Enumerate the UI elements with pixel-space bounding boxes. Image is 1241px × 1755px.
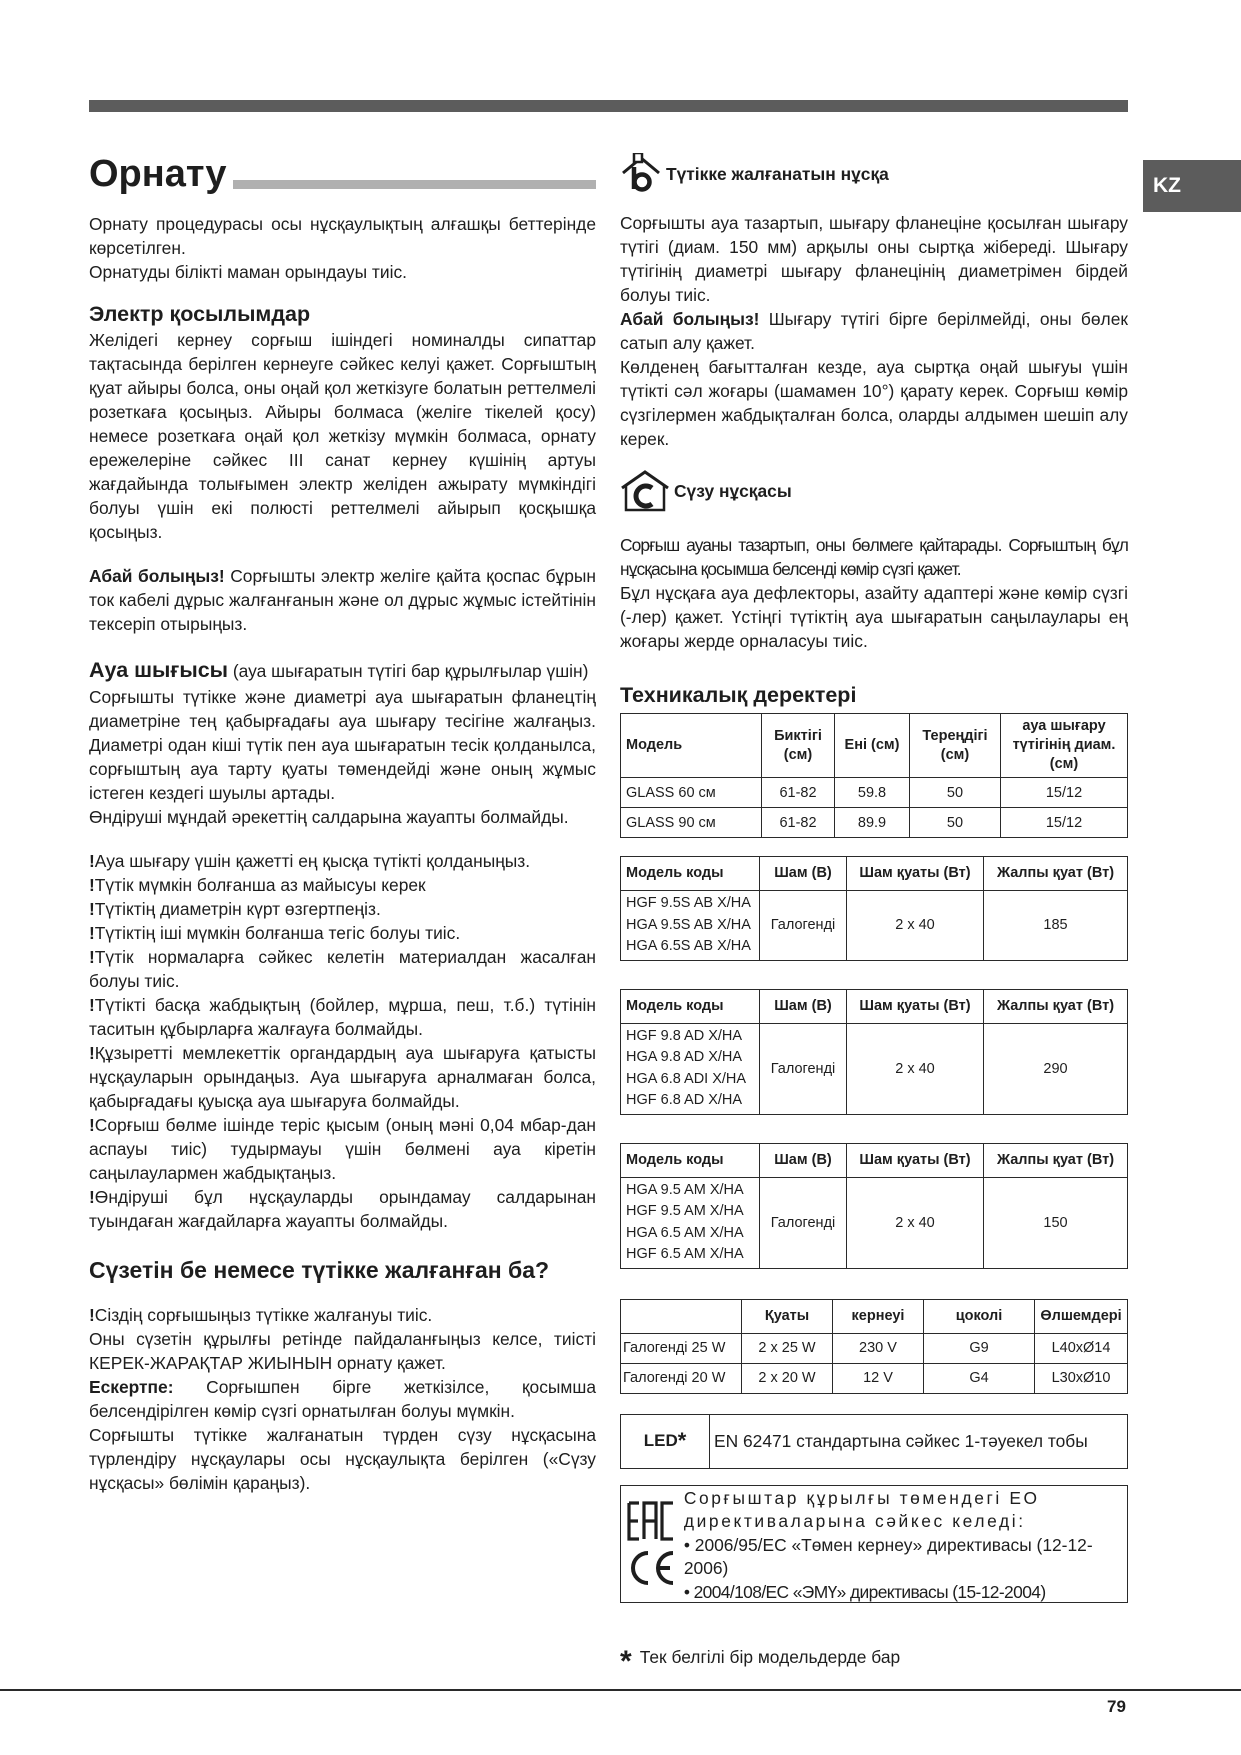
filter-question-heading: Сүзетін бе немесе түтікке жалғанған ба? (89, 1257, 550, 1283)
footnote (620, 1644, 901, 1678)
models-table-2: Модель коды Шам (В) Шам қуаты (Вт) Жалпы қуат (Вт) HGF 9.8 AD X/HA HGA 9.8 AD X/HA HGA 6.8 ADI X/HA HGF 6.8 AD X/HA Галогенді 2 x 40 290 (620, 989, 1128, 1115)
right-column (620, 150, 1128, 1603)
filter-q-line-1: !Сіздің сорғышыңыз түтікке жалғануы тиіс. (89, 1305, 433, 1325)
tech-heading: Техникалық деректері (620, 683, 857, 707)
air-item: !Түтіктің диаметрін күрт өзгертпеңіз. (89, 899, 381, 919)
cert-marks (621, 1486, 684, 1602)
intro-line-2: Орнатуды білікті маман орындауы тиіс. (89, 262, 408, 282)
air-item: !Түтікті басқа жабдықтың (бойлер, мұрша, пеш, т.б.) түтінін таситын құбырларға жалғауға болмайды. (89, 995, 596, 1039)
table-row: HGA 9.5 AM X/HA HGF 9.5 AM X/HA HGA 6.5 AM X/HA HGF 6.5 AM X/HA Галогенді 2 x 40 150 (621, 1177, 1128, 1268)
air-p2: Өндіруші мұндай әрекеттің салдарына жауапты болмайды. (89, 807, 569, 827)
air-item: !Құзыретті мемлекеттік органдардың ауа шығаруға қатысты нұсқауларын орындаңыз. Ауа шығаруға арналмаған болса, қабырғадағы қуысқа ауа шығаруға болмайды. (89, 1043, 596, 1111)
top-rule (89, 100, 1128, 112)
footnote-star: * (620, 1644, 632, 1678)
table-row: HGF 9.5S AB X/HA HGA 9.5S AB X/HA HGA 6.5S AB X/HA Галогенді 2 x 40 185 (621, 891, 1128, 961)
certification-box (620, 1485, 1128, 1603)
table-row: Галогенді 20 W 2 x 20 W 12 V G4 L30xØ10 (621, 1363, 1128, 1393)
filter-q-line-3: Сорғышты түтікке жалғанатын түрден сүзу нұсқасына түрлендіру нұсқаулары осы нұсқаулықта берілген («Сүзу нұсқасы» бөлімін қараңыз). (89, 1425, 596, 1493)
filter-q-line-2: Оны сүзетін құрылғы ретінде пайдаланғыңыз келсе, тиісті КЕРЕК-ЖАРАҚТАР ЖИЫНЫН орнату қажет. (89, 1329, 596, 1373)
filter-p1: Сорғыш ауаны тазартып, оны бөлмеге қайтарады. Сорғыштың бұл нұсқасына қосымша белсенді көмір сүзгі қажет. (620, 535, 1128, 579)
filter-p2: Бұл нұсқаға ауа дефлекторы, азайту адаптері және көмір сүзгі (-лер) қажет. Үстіңгі түтіктің ауа шығаратын саңылаулары ең жоғары жерде орналасуы тиіс. (620, 583, 1128, 651)
house-duct-icon (620, 153, 662, 195)
footnote-text: Тек белгілі бір модельдерде бар (639, 1647, 901, 1667)
table-row: HGF 9.8 AD X/HA HGA 9.8 AD X/HA HGA 6.8 ADI X/HA HGF 6.8 AD X/HA Галогенді 2 x 40 290 (621, 1023, 1128, 1114)
left-column (89, 150, 596, 1495)
air-heading: Ауа шығысы (ауа шығаратын түтігі бар құрылғылар үшін) (89, 658, 589, 682)
cert-text: Сорғыштар құрылғы төмендегі ЕО директиваларына сәйкес келеді: • 2006/95/EC «Төмен кернеу» директивасы (12-12-2006) • 2004/108/EC «ЭМҮ» директивасы (15-12-2004) (683, 1487, 1093, 1602)
warning-label: Абай болыңыз! (89, 566, 225, 586)
duct-section-title: Түтікке жалғанатын нұсқа (620, 152, 1128, 196)
air-item: !Түтік мүмкін болғанша аз майысуы керек (89, 875, 426, 895)
eac-mark-icon (627, 1501, 677, 1541)
electric-heading: Электр қосылымдар (89, 302, 311, 326)
air-item: !Сорғыш бөлме ішінде теріс қысым (оның мәні 0,04 мбар-дан аспауы тиіс) тудырмауы үшін бөлмені ауа кіретін саңылаулармен жабдықтаңыз. (89, 1115, 596, 1183)
air-item: !Түтіктің іші мүмкін болғанша тегіс болуы тиіс. (89, 923, 461, 943)
duct-p1: Сорғышты ауа тазартып, шығару фланеціне қосылған шығару түтігі (диам. 150 мм) арқылы оны сыртқа жібереді. Шығару түтігінің диаметрі шығару фланецінің диаметрімен бірдей болуы тиіс. (620, 213, 1128, 305)
ce-mark-icon (627, 1549, 677, 1587)
models-table-3: Модель коды Шам (В) Шам қуаты (Вт) Жалпы қуат (Вт) HGA 9.5 AM X/HA HGF 9.5 AM X/HA HGA 6.5 AM X/HA HGF 6.5 AM X/HA Галогенді 2 x 40 150 (620, 1143, 1128, 1269)
intro-line-1: Орнату процедурасы осы нұсқаулықтың алғашқы беттерінде көрсетілген. (89, 214, 596, 258)
filter-q-note: Ескертпе: Сорғышпен бірге жеткізілсе, қосымша белсендірілген көмір сүзгі орнатылған болуы мүмкін. (89, 1377, 596, 1421)
led-text: EN 62471 стандартына сәйкес 1-тәуекел тобы (714, 1430, 1088, 1451)
models-table-1: Модель коды Шам (В) Шам қуаты (Вт) Жалпы қуат (Вт) HGF 9.5S AB X/HA HGA 9.5S AB X/HA HGA 6.5S AB X/HA Галогенді 2 x 40 185 (620, 856, 1128, 961)
page-number: 79 (1107, 1697, 1126, 1716)
led-info-box (620, 1414, 1128, 1469)
page-title (89, 150, 596, 198)
filter-section-title: Сүзу нұсқасы (620, 469, 1128, 513)
table-row: GLASS 60 см 61-82 59.8 50 15/12 (621, 778, 1128, 808)
table-row: Галогенді 25 W 2 x 25 W 230 V G9 L40xØ14 (621, 1333, 1128, 1363)
led-label: LED * (621, 1415, 710, 1468)
duct-warning: Абай болыңыз! Шығару түтігі бірге берілмейді, оны бөлек сатып алу қажет. (620, 309, 1128, 353)
electric-body: Желідегі кернеу сорғыш ішіндегі номиналды сипаттар тақтасында берілген кернеуге сәйкес келуі қажет. Сорғыштың қуат айыры болса, оны оңай қол жеткізуге болатын реттелмелі розеткаға қосыңыз. Айыры болмаса (желіге тікелей қосу) немесе розеткаға оңай қол жеткізу мүмкін болмаса, орнату ережелеріне сәйкес III санат кернеу күшінің артуы жағдайында толығымен электр желіден ажырату мүмкіндігі болуы үшін екі полюсті реттелмелі айырып қосқышқа қосыңыз. (89, 330, 596, 542)
electric-warning: Абай болыңыз! Сорғышты электр желіге қайта қоспас бұрын ток кабелі дұрыс жалғанғанын және ол дұрыс жұмыс істейтінін тексеріп отырыңыз. (89, 566, 597, 634)
duct-p2: Көлденең бағытталған кезде, ауа сыртқа оңай шығуы үшін түтікті сәл жоғары (шамамен 10°) қарату керек. Сорғыш көмір сүзгілермен жабдықталған болса, оларды алдымен шешіп алу керек. (620, 357, 1128, 449)
house-filter-icon (620, 468, 670, 514)
footer-rule (0, 1689, 1241, 1691)
language-tab: KZ (1143, 160, 1241, 212)
table-row: GLASS 90 см 61-82 89.9 50 15/12 (621, 808, 1128, 838)
air-item: !Түтік нормаларға сәйкес келетін материалдан жасалған болуы тиіс. (89, 947, 596, 991)
air-item: !Өндіруші бұл нұсқауларды орындамау салдарынан туындаған жағдайларға жауапты болмайды. (89, 1187, 596, 1231)
air-p1: Сорғышты түтікке және диаметрі ауа шығаратын фланецтің диаметріне тең қабырғадағы ауа шығару тесігіне жалғаңыз. Диаметрі одан кіші түтік пен ауа шығаратын тесік қолданылса, сорғыштың ауа тарту қуаты төмендейді және оның жұмыс істеген кездегі шуылы артады. (89, 687, 596, 803)
title-rule (233, 180, 596, 189)
dimensions-table: Модель Биктігі (см) Ені (см) Тереңдігі (см) ауа шығару түтігінің диам. (см) GLASS 60 см 61-82 59.8 50 15/12 GLASS 90 см 61-82 89.9 50 15/12 (620, 713, 1128, 838)
air-item: !Ауа шығару үшін қажетті ең қысқа түтікті қолданыңыз. (89, 851, 531, 871)
lamps-table: Қуаты кернеуі цоколі Өлшемдері Галогенді 25 W 2 x 25 W 230 V G9 L40xØ14 Галогенді 20 W 2 x 20 W 12 V G4 L30xØ10 (620, 1299, 1128, 1394)
page-title-text: Орнату (89, 153, 227, 195)
